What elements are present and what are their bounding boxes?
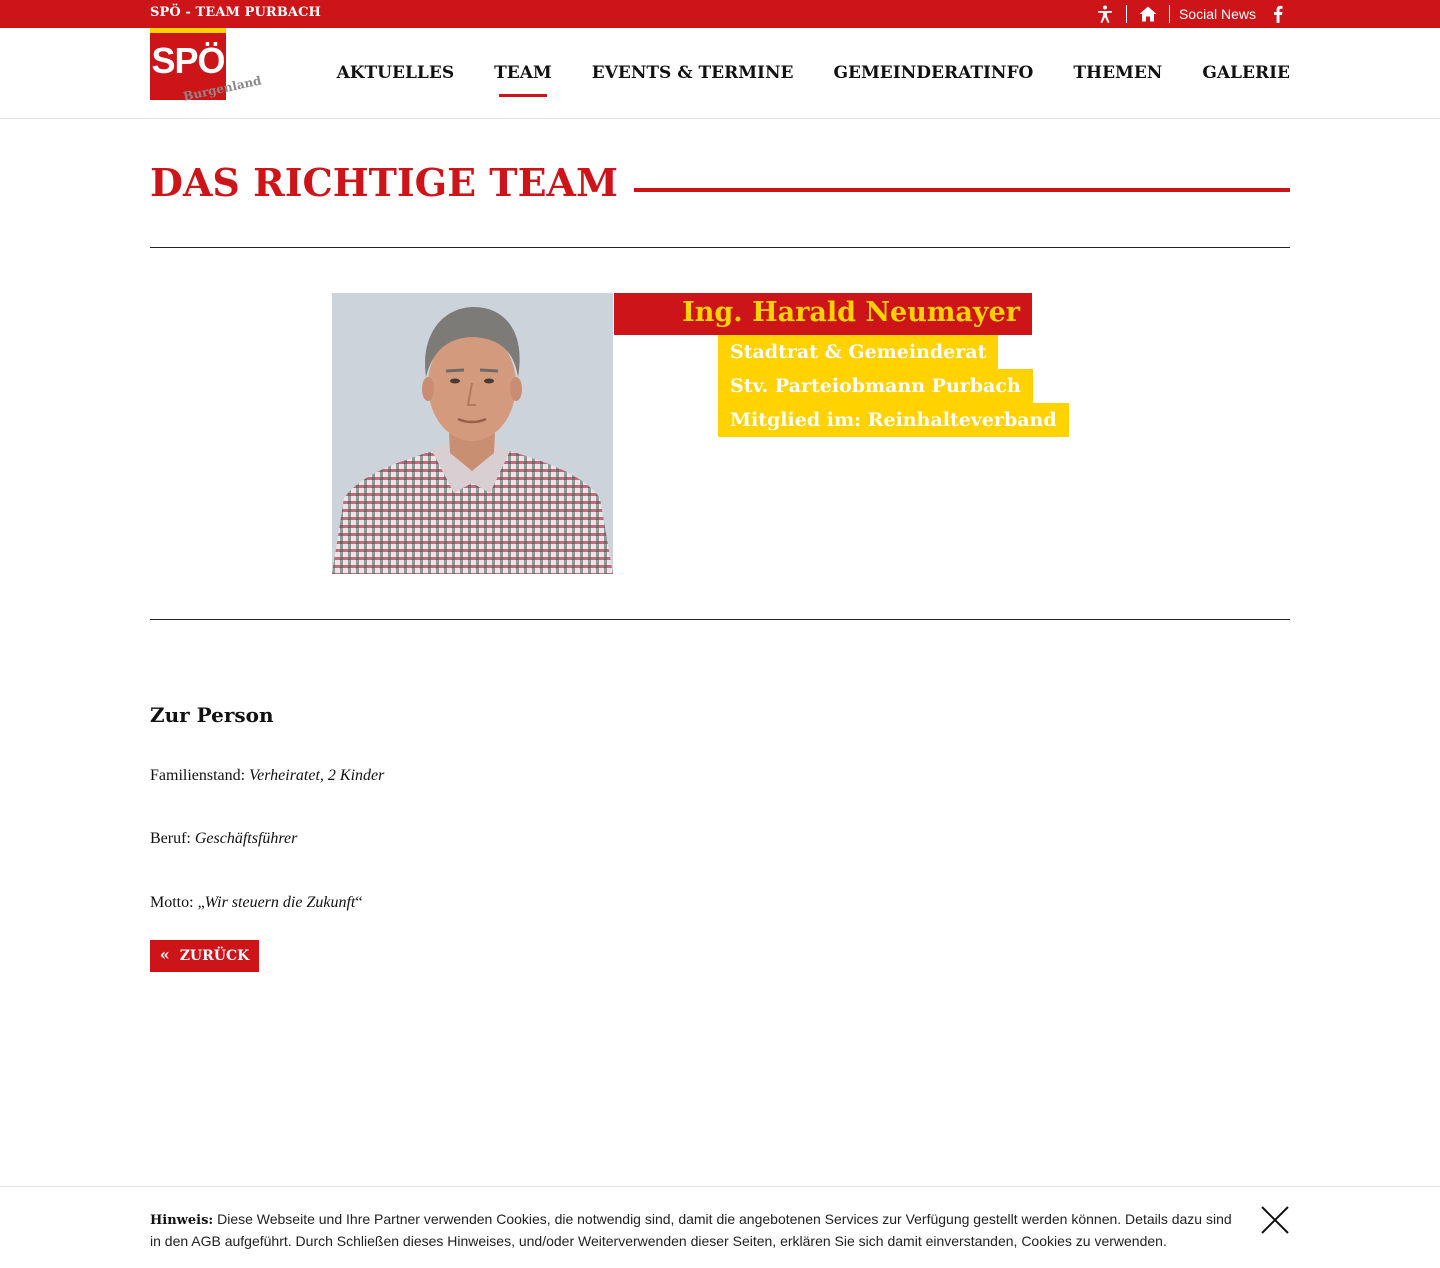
main-nav xyxy=(297,28,1290,118)
top-bar xyxy=(0,0,1440,28)
detail-motto xyxy=(150,894,362,912)
nav-item-team[interactable]: TEAM xyxy=(494,57,552,89)
divider xyxy=(150,247,1290,248)
site-title[interactable]: SPÖ - TEAM PURBACH xyxy=(150,5,321,20)
profile-role: Mitglied im: Reinhalteverband xyxy=(718,403,1069,437)
home-icon[interactable] xyxy=(1136,4,1160,24)
profile-name: Ing. Harald Neumayer xyxy=(682,297,1020,328)
divider xyxy=(150,619,1290,620)
spo-logo[interactable] xyxy=(150,28,263,118)
nav-item-themen[interactable]: THEMEN xyxy=(1073,63,1163,83)
close-icon[interactable] xyxy=(1260,1205,1292,1237)
cookie-text xyxy=(150,1209,1245,1251)
logo-region: Burgenland xyxy=(182,73,263,104)
utility-links xyxy=(1093,0,1290,28)
nav-item-aktuelles[interactable]: AKTUELLES xyxy=(336,63,455,83)
profile-photo xyxy=(332,293,613,574)
detail-label: Familienstand: xyxy=(150,767,250,784)
back-button[interactable] xyxy=(150,940,259,972)
back-button-label: ZURÜCK xyxy=(179,948,250,964)
page-title: DAS RICHTIGE TEAM xyxy=(150,159,619,205)
logo-brand: SPÖ xyxy=(151,40,225,81)
nav-item-events-termine[interactable]: EVENTS & TERMINE xyxy=(591,63,794,83)
accessibility-icon[interactable] xyxy=(1093,4,1117,24)
detail-value: Geschäftsführer xyxy=(194,830,298,847)
detail-label: Motto: xyxy=(150,894,198,911)
detail-label: Beruf: xyxy=(150,830,195,847)
nav-item-gemeinderatinfo[interactable]: GEMEINDERATINFO xyxy=(833,63,1034,83)
nav-item-galerie[interactable]: GALERIE xyxy=(1202,63,1290,83)
detail-value: Verheiratet, 2 Kinder xyxy=(249,767,385,784)
separator xyxy=(1126,5,1127,23)
section-heading: Zur Person xyxy=(150,703,274,727)
cookie-message: Diese Webseite und Ihre Partner verwenden Cookies, die notwendig sind, damit die angebotenen Services zur Verfügung gestellt werden können. Details dazu sind in den AGB aufgeführt. Durch Schließen dieses Hinweises, und/oder Weiterverwenden dieser Seiten, erklären Sie sich damit einverstanden, Cookies zu verwenden. xyxy=(150,1211,1232,1249)
cookie-notice xyxy=(0,1186,1440,1268)
separator xyxy=(1169,5,1170,23)
profile-role: Stadtrat & Gemeinderat xyxy=(718,335,998,369)
facebook-icon[interactable] xyxy=(1266,4,1290,24)
detail-beruf xyxy=(150,830,297,848)
profile-role: Stv. Parteiobmann Purbach xyxy=(718,369,1033,403)
title-underline xyxy=(634,188,1290,192)
detail-value: Wir steuern die Zukunft xyxy=(204,894,356,911)
double-chevron-left-icon: « xyxy=(159,944,170,964)
site-header xyxy=(0,28,1440,119)
social-news-link[interactable]: Social News xyxy=(1178,6,1256,22)
quote-open: „ xyxy=(197,894,205,911)
cookie-label: Hinweis: xyxy=(150,1213,214,1228)
detail-familienstand xyxy=(150,767,384,785)
quote-close: “ xyxy=(355,894,363,911)
profile-name-box xyxy=(614,293,1032,335)
page-title-row xyxy=(150,158,1290,206)
